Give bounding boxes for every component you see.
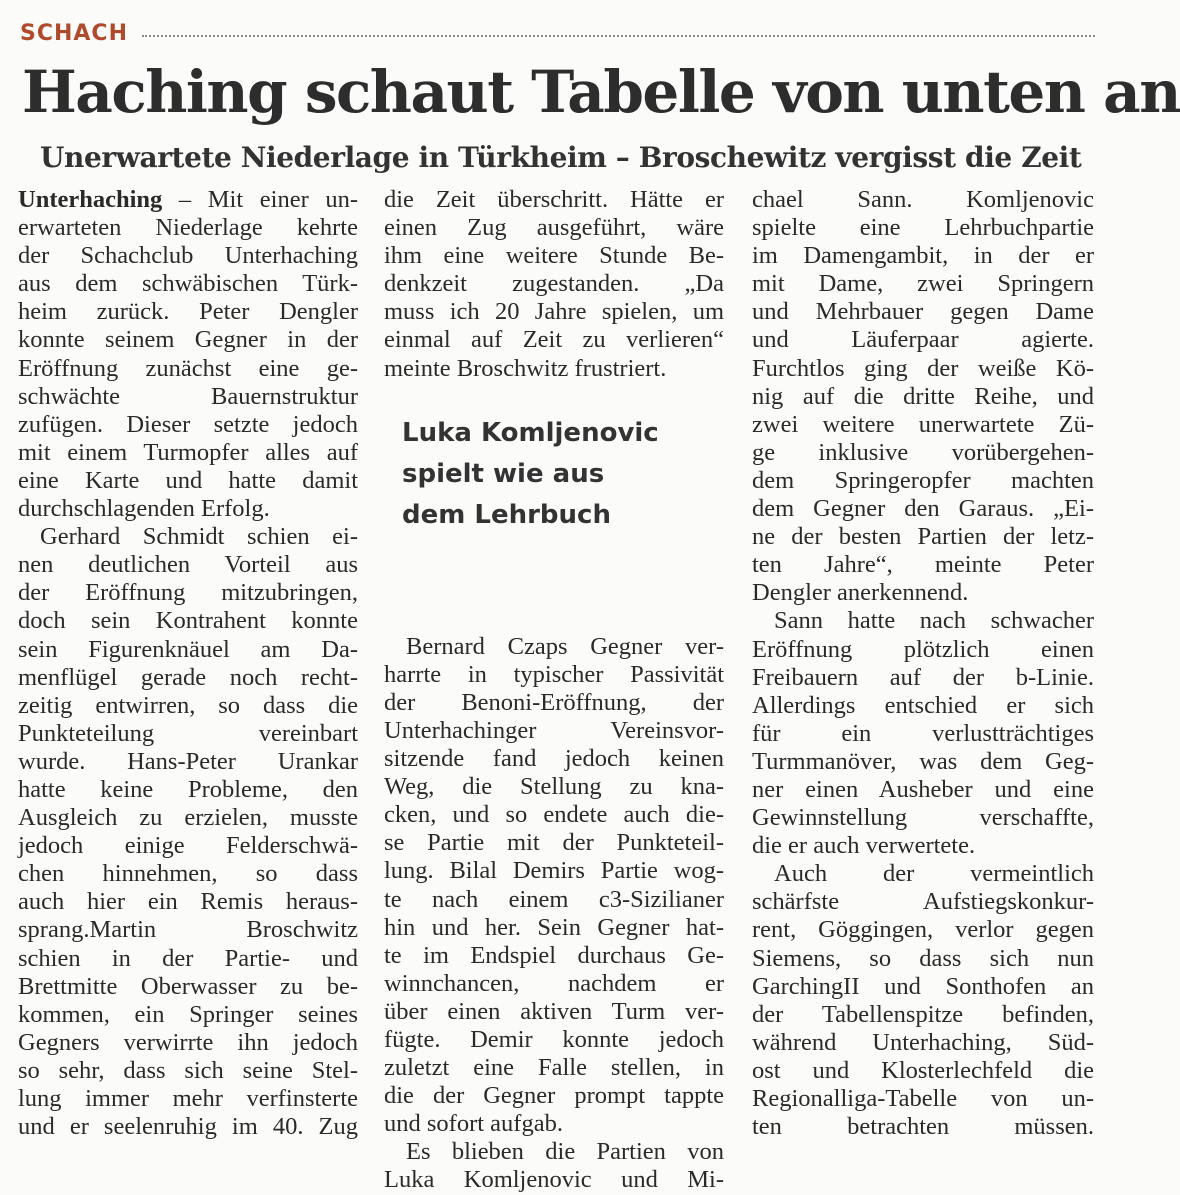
column-line: Eröffnung zunächst eine ge-	[18, 354, 358, 382]
column-line: dem Springeropfer machten	[752, 466, 1094, 494]
column-line: harrte in typischer Passivität	[384, 660, 724, 688]
column-line: Eröffnung plötzlich einen	[752, 635, 1094, 663]
column-line: Auch der vermeintlich	[774, 860, 1094, 888]
column-line: kommen, ein Springer seines	[18, 1000, 358, 1028]
column-line: ne der besten Partien der letz-	[752, 523, 1094, 551]
column-line: heim zurück. Peter Dengler	[18, 298, 358, 326]
column-line: schien in der Partie- und	[18, 944, 358, 972]
column-line: der Schachclub Unterhaching	[18, 242, 358, 270]
column-line: lung. Bilal Demirs Partie wog-	[384, 857, 724, 885]
article-subhead	[402, 413, 724, 563]
column-line: sein Figurenknäuel am Da-	[18, 635, 358, 663]
column-line: Weg, die Stellung zu kna-	[384, 773, 724, 801]
column-line: spielte eine Lehrbuchpartie	[752, 214, 1094, 242]
column-line: und er seelenruhig im 40. Zug	[18, 1113, 358, 1141]
column-line: und sofort aufgab.	[384, 1110, 563, 1138]
column-line: Furchtlos ging der weiße Kö-	[752, 354, 1094, 382]
column-line: konnte seinem Gegner in der	[18, 326, 358, 354]
column-line: erwarteten Niederlage kehrte	[18, 214, 358, 242]
column-line: Sann hatte nach schwacher	[774, 607, 1094, 635]
section-label: SCHACH	[20, 20, 128, 46]
column-line: eine Karte und hatte damit	[18, 466, 358, 494]
dateline: Unterhaching	[18, 186, 163, 213]
column-line: hin und her. Sein Gegner hat-	[384, 913, 724, 941]
column-line: einen Zug ausgeführt, wäre	[384, 214, 724, 242]
column-line: zufügen. Dieser setzte jedoch	[18, 410, 358, 438]
column-line: Allerdings entschied er sich	[752, 691, 1094, 719]
column-line: dem Gegner den Garaus. „Ei-	[752, 495, 1094, 523]
column-line: während Unterhaching, Süd-	[752, 1028, 1094, 1056]
column-line: chen hinnehmen, so dass	[18, 860, 358, 888]
column-line: Regionalliga-Tabelle von un-	[752, 1085, 1094, 1112]
column-line: se Partie mit der Punkteteil-	[384, 829, 724, 857]
article-headline: Haching schaut Tabelle von unten an	[22, 58, 1180, 126]
column-line: Es blieben die Partien von	[406, 1138, 724, 1166]
column-line: ge inklusive vorübergehen-	[752, 438, 1094, 466]
column-line: doch sein Kontrahent konnte	[18, 607, 358, 635]
column-line: zwei weitere unerwartete Zü-	[752, 410, 1094, 438]
column-line: Luka Komljenovic und Mi-	[384, 1166, 724, 1194]
column-line: Unterhaching – Mit einer un-	[18, 186, 358, 213]
column-line: Brettmitte Oberwasser zu be-	[18, 972, 358, 1000]
column-line: jedoch einige Felderschwä-	[18, 832, 358, 860]
article-column-2	[384, 186, 724, 1194]
column-line: Dengler anerkennend.	[752, 579, 969, 607]
column-line: Punkteteilung vereinbart	[18, 719, 358, 747]
column-line: hatte keine Probleme, den	[18, 775, 358, 803]
column-line: im Damengambit, in der er	[752, 242, 1094, 270]
section-header	[20, 16, 1095, 50]
column-line: Unterhachinger Vereinsvor-	[384, 716, 724, 744]
column-line: ner einen Ausheber und eine	[752, 775, 1094, 803]
column-line: denkzeit zugestanden. „Da	[384, 270, 724, 298]
column-line: winnchancen, nachdem er	[384, 969, 724, 997]
subhead-line: Luka Komljenovic	[402, 417, 659, 448]
column-line: menflügel gerade noch recht-	[18, 663, 358, 691]
column-line: nen deutlichen Vorteil aus	[18, 551, 358, 579]
column-line: chael Sann. Komljenovic	[752, 186, 1094, 213]
column-line: ten betrachten müssen.	[752, 1113, 1094, 1141]
column-line: Turmmanöver, was dem Geg-	[752, 747, 1094, 775]
column-line: Siemens, so dass sich nun	[752, 944, 1094, 972]
column-line: der Eröffnung mitzubringen,	[18, 579, 358, 607]
column-line: Ausgleich zu erzielen, musste	[18, 804, 358, 832]
column-line: aus dem schwäbischen Türk-	[18, 270, 358, 298]
column-line: schwächte Bauernstruktur	[18, 382, 358, 410]
article-subheadline: Unerwartete Niederlage in Türkheim – Broschewitz vergisst die Zeit	[40, 141, 1082, 174]
column-line: wurde. Hans-Peter Urankar	[18, 747, 358, 775]
column-line: muss ich 20 Jahre spielen, um	[384, 298, 724, 326]
article-column-1	[18, 186, 358, 1141]
column-line: ten Jahre“, meinte Peter	[752, 551, 1094, 579]
subhead-line: dem Lehrbuch	[402, 499, 611, 530]
column-line: cken, und so endete auch die-	[384, 801, 724, 829]
column-line: te im Endspiel durchaus Ge-	[384, 941, 724, 969]
column-line: Bernard Czaps Gegner ver-	[406, 632, 724, 660]
column-line: rent, Göggingen, verlor gegen	[752, 916, 1094, 944]
column-line: GarchingII und Sonthofen an	[752, 972, 1094, 1000]
column-line: und Mehrbauer gegen Dame	[752, 298, 1094, 326]
article-column-3	[752, 186, 1094, 1141]
column-line: fügte. Demir konnte jedoch	[384, 1025, 724, 1053]
column-line: zuletzt eine Falle stellen, in	[384, 1054, 724, 1082]
column-line: mit Dame, zwei Springern	[752, 270, 1094, 298]
column-line: und Läuferpaar agierte.	[752, 326, 1094, 354]
column-line: Gegners verwirrte ihn jedoch	[18, 1028, 358, 1056]
column-line: zeitig entwirren, so dass die	[18, 691, 358, 719]
column-line: Freibauern auf der b-Linie.	[752, 663, 1094, 691]
column-line: schärfste Aufstiegskonkur-	[752, 888, 1094, 916]
column-line: so sehr, dass sich seine Stel-	[18, 1056, 358, 1084]
column-line: auch hier ein Remis heraus-	[18, 888, 358, 916]
column-line: ihm eine weitere Stunde Be-	[384, 242, 724, 270]
column-line: te nach einem c3-Sizilianer	[384, 885, 724, 913]
column-line: die der Gegner prompt tappte	[384, 1082, 724, 1110]
column-line: mit einem Turmopfer alles auf	[18, 438, 358, 466]
column-line: der Tabellenspitze befinden,	[752, 1000, 1094, 1028]
column-line: Gewinnstellung verschaffte,	[752, 804, 1094, 832]
column-line: die er auch verwertete.	[752, 832, 976, 860]
column-line: für ein verlustträchtiges	[752, 719, 1094, 747]
column-line: sitzende fand jedoch keinen	[384, 745, 724, 773]
column-line: meinte Broschwitz frustriert.	[384, 354, 667, 382]
column-line: einmal auf Zeit zu verlieren“	[384, 326, 724, 354]
subhead-line: spielt wie aus	[402, 458, 605, 489]
column-line: der Benoni-Eröffnung, der	[384, 688, 724, 716]
column-line: über einen aktiven Turm ver-	[384, 997, 724, 1025]
column-line: durchschlagenden Erfolg.	[18, 495, 270, 523]
column-line: nig auf die dritte Reihe, und	[752, 382, 1094, 410]
column-line: ost und Klosterlechfeld die	[752, 1056, 1094, 1084]
column-line: Gerhard Schmidt schien ei-	[40, 523, 358, 551]
column-line: sprang.Martin Broschwitz	[18, 916, 358, 944]
column-line: die Zeit überschritt. Hätte er	[384, 186, 724, 213]
column-line: lung immer mehr verfinsterte	[18, 1085, 358, 1112]
dotted-rule	[142, 35, 1095, 37]
